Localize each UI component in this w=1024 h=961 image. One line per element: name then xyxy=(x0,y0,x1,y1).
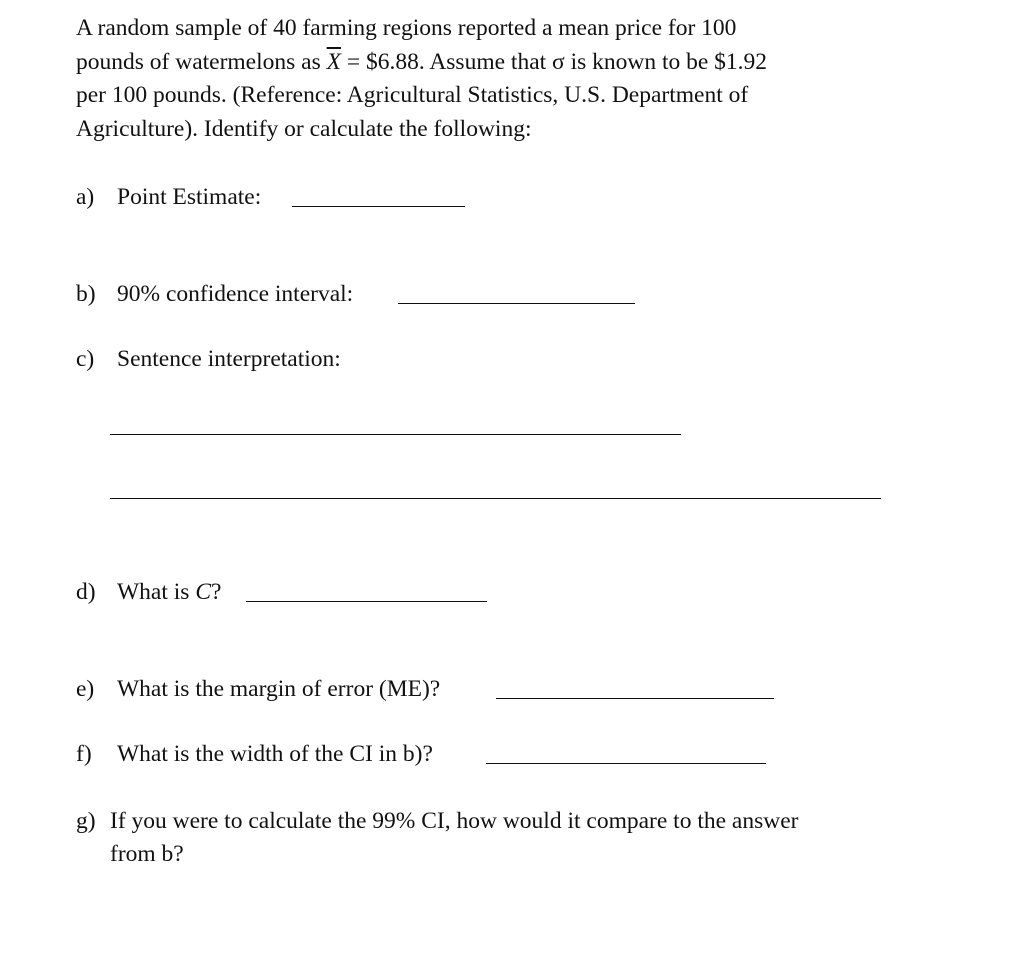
question-a-text: Point Estimate: xyxy=(117,184,262,210)
question-b-letter: b) xyxy=(76,281,96,307)
x-bar-symbol: $\overline{X}$ xyxy=(326,48,341,75)
question-f-letter: f) xyxy=(76,741,92,767)
question-c-letter: c) xyxy=(76,346,95,372)
answer-blank-f[interactable] xyxy=(486,763,766,764)
question-d-text xyxy=(117,577,221,607)
answer-blank-c-line-2[interactable] xyxy=(110,498,881,499)
question-d-text-post: ? xyxy=(211,579,222,605)
question-e-letter: e) xyxy=(76,676,95,702)
question-c-text: Sentence interpretation: xyxy=(117,346,341,372)
answer-blank-e[interactable] xyxy=(496,698,774,699)
question-d-letter: d) xyxy=(76,579,96,605)
question-g-letter: g) xyxy=(76,808,96,834)
answer-blank-d[interactable] xyxy=(246,601,487,602)
intro-line-1: A random sample of 40 farming regions reported a mean price for 100 xyxy=(76,15,737,41)
answer-blank-c-line-1[interactable] xyxy=(110,434,681,435)
question-g-line-2: from b? xyxy=(110,841,184,867)
question-g-line-1: If you were to calculate the 99% CI, how would it compare to the answer xyxy=(110,808,799,834)
question-f-text: What is the width of the CI in b)? xyxy=(117,741,433,767)
answer-blank-b[interactable] xyxy=(398,303,635,304)
intro-line-2 xyxy=(76,46,956,80)
question-d-text-pre: What is xyxy=(117,579,196,605)
variable-c: C xyxy=(195,579,212,605)
question-a-letter: a) xyxy=(76,184,95,210)
intro-line-4: Agriculture). Identify or calculate the following: xyxy=(76,115,532,142)
problem-statement xyxy=(76,12,956,146)
intro-line-3: per 100 pounds. (Reference: Agricultural Statistics, U.S. Department of xyxy=(76,82,749,108)
intro-line-2-pre: pounds of watermelons as xyxy=(76,48,327,75)
question-e-text: What is the margin of error (ME)? xyxy=(117,676,441,702)
question-b-text: 90% confidence interval: xyxy=(117,281,354,307)
answer-blank-a[interactable] xyxy=(292,206,465,207)
intro-line-2-post: = $6.88. Assume that σ is known to be $1.92 xyxy=(340,48,768,75)
